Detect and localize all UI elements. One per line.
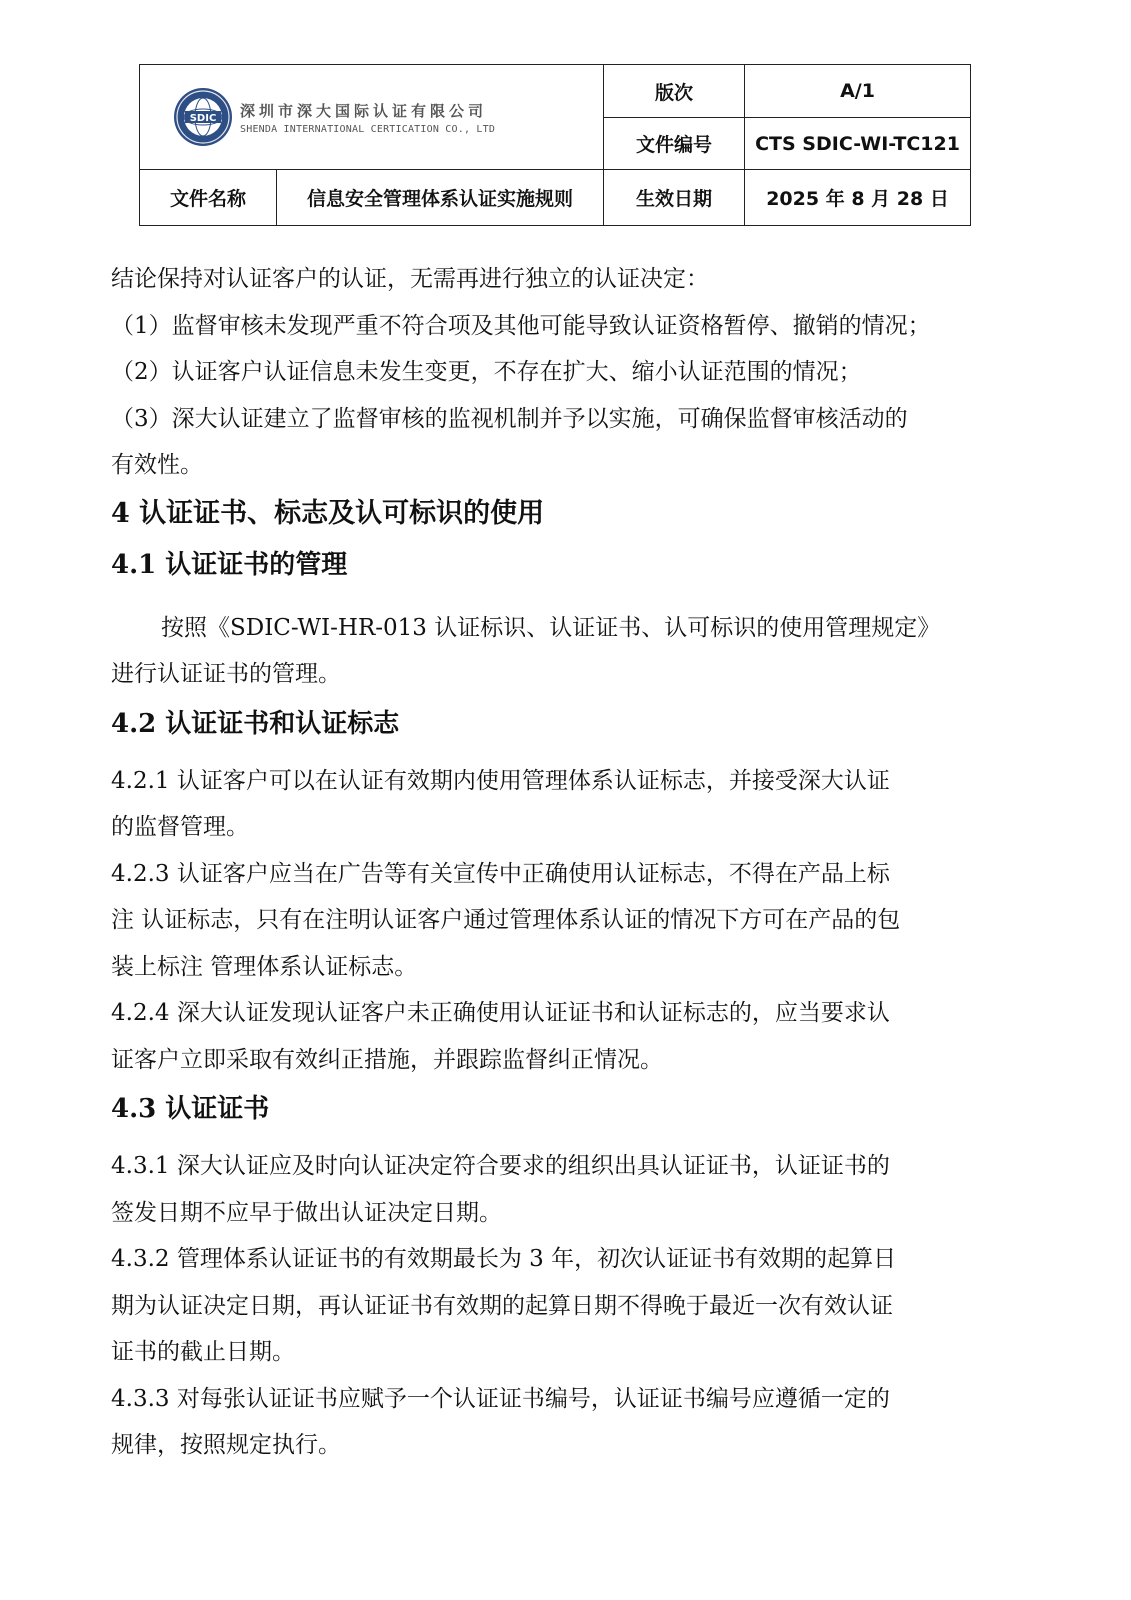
paragraph-line: 按照《SDIC-WI-HR-013 认证标识、认证证书、认可标识的使用管理规定》 [161,614,941,641]
paragraph-line: 4.3.2 管理体系认证证书的有效期最长为 3 年，初次认证证书有效期的起算日 [111,1246,897,1272]
edition-label: 版次 [604,65,745,118]
paragraph-line: 结论保持对认证客户的认证，无需再进行独立的认证决定： [111,266,709,292]
paragraph-line: 4.3.3 对每张认证证书应赋予一个认证证书编号，认证证书编号应遵循一定的 [111,1385,890,1412]
section-4-1-heading: 4.1 认证证书的管理 [111,549,348,580]
doc-name-label: 文件名称 [140,170,277,226]
doc-number-value: CTS SDIC-WI-TC121 [745,118,971,170]
doc-name-value: 信息安全管理体系认证实施规则 [277,170,604,226]
company-logo-icon [172,86,234,148]
effective-date-value: 2025 年 8 月 28 日 [745,170,971,226]
company-name-cn: 深圳市深大国际认证有限公司 [240,101,488,120]
section-4-heading: 4 认证证书、标志及认可标识的使用 [111,497,545,529]
document-body [111,256,1001,1469]
edition-value: A/1 [745,65,971,118]
paragraph-line: 4.3.1 深大认证应及时向认证决定符合要求的组织出具认证证书，认证证书的 [111,1153,890,1179]
paragraph-line: 证客户立即采取有效纠正措施，并跟踪监督纠正情况。 [111,1046,663,1073]
doc-number-label: 文件编号 [604,118,745,170]
paragraph-line: 有效性。 [111,452,203,478]
paragraph-line: （2）认证客户认证信息未发生变更，不存在扩大、缩小认证范围的情况； [111,359,862,385]
paragraph-line: （1）监督审核未发现严重不符合项及其他可能导致认证资格暂停、撤销的情况； [111,312,931,339]
paragraph-line: 装上标注 管理体系认证标志。 [111,953,418,980]
paragraph-line: 4.2.3 认证客户应当在广告等有关宣传中正确使用认证标志，不得在产品上标 [111,860,890,887]
paragraph-line: （3）深大认证建立了监督审核的监视机制并予以实施，可确保监督审核活动的 [111,405,908,432]
paragraph-line: 签发日期不应早于做出认证决定日期。 [111,1199,502,1226]
paragraph-line: 注 认证标志，只有在注明认证客户通过管理体系认证的情况下方可在产品的包 [111,907,901,933]
document-header-table [139,64,971,226]
paragraph-line: 4.2.1 认证客户可以在认证有效期内使用管理体系认证标志，并接受深大认证 [111,767,890,794]
paragraph-line: 进行认证证书的管理。 [111,661,341,687]
logo-text: SDIC [189,113,217,124]
paragraph-line: 期为认证决定日期，再认证证书有效期的起算日期不得晚于最近一次有效认证 [111,1292,893,1319]
paragraph-line: 证书的截止日期。 [111,1339,295,1365]
effective-date-label: 生效日期 [604,170,745,226]
paragraph-line: 规律，按照规定执行。 [111,1432,341,1458]
paragraph-line: 4.2.4 深大认证发现认证客户未正确使用认证证书和认证标志的，应当要求认 [111,1000,890,1026]
company-name-en: SHENDA INTERNATIONAL CERTICATION CO., LTD [240,123,496,135]
section-4-2-heading: 4.2 认证证书和认证标志 [111,708,400,739]
paragraph-line: 的监督管理。 [111,814,249,840]
company-logo-cell [140,65,604,170]
section-4-3-heading: 4.3 认证证书 [111,1094,270,1124]
